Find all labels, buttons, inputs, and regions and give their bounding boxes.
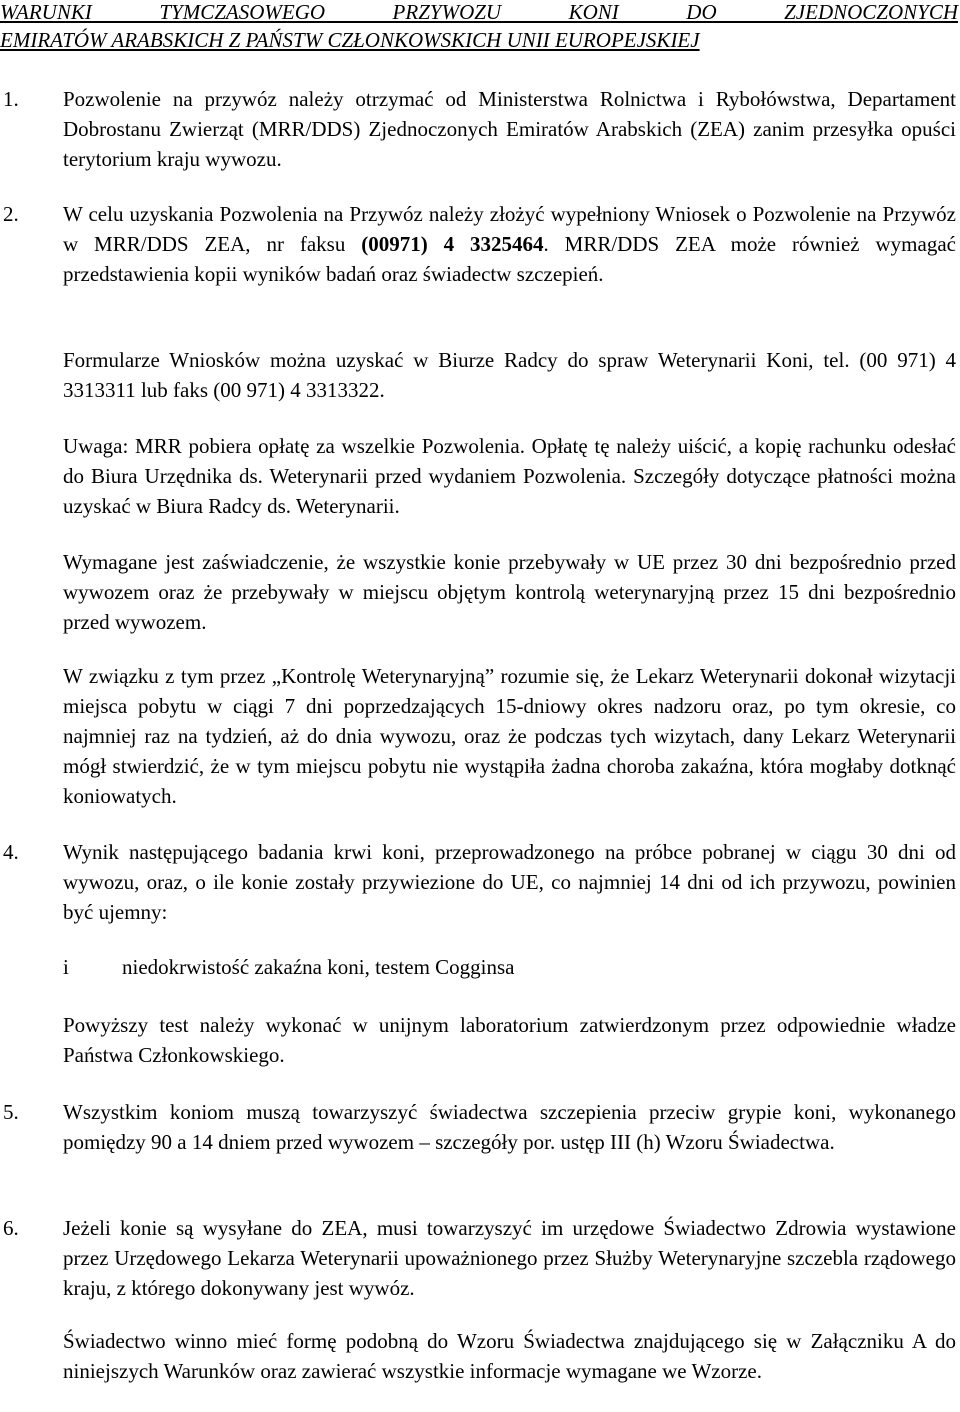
paragraph-3b: W związku z tym przez „Kontrolę Weterynaryjną” rozumie się, że Lekarz Weterynarii dokonał wizytacji miejsca pobytu w ciągi 7 dni poprzedzających 15-dniowy okres nadzoru oraz, po tym okresie, co najmniej raz na tydzień, aż do dnia wywozu, oraz że podczas tych wizytach, dany Lekarz Weterynarii mógł stwierdzić, że w tym miejscu pobytu nie wystąpiła żadna choroba zakaźna, która mogłaby dotknąć koniowatych. xyxy=(63,664,956,808)
paragraph-4: Wynik następującego badania krwi koni, przeprowadzonego na próbce pobranej w ciągu 30 dni od wywozu, oraz, o ile konie zostały przywiezione do UE, co najmniej 14 dni od ich przywozu, powinien być ujemny: xyxy=(63,840,956,924)
paragraph-6: Jeżeli konie są wysyłane do ZEA, musi towarzyszyć im urzędowe Świadectwo Zdrowia wystawione przez Urzędowego Lekarza Weterynarii upoważnionego przez Służby Weterynaryjne szczebla rządowego kraju, z którego dokonywany jest wywóz. xyxy=(63,1216,956,1300)
title-line-2: EMIRATÓW ARABSKICH Z PAŃSTW CZŁONKOWSKICH UNII EUROPEJSKIEJ xyxy=(0,28,700,52)
paragraph-2-note: Uwaga: MRR pobiera opłatę za wszelkie Pozwolenia. Opłatę tę należy uiścić, a kopię rachunku odesłać do Biura Urzędnika ds. Weterynarii przed wydaniem Pozwolenia. Szczegóły dotyczące płatności można uzyskać w Biura Radcy ds. Weterynarii. xyxy=(63,434,956,518)
item-number-5: 5. xyxy=(3,1100,19,1124)
list-item-coggins: niedokrwistość zakaźna koni, testem Cogginsa xyxy=(122,955,515,979)
item-number-1: 1. xyxy=(3,87,19,111)
paragraph-1: Pozwolenie na przywóz należy otrzymać od Ministerstwa Rolnictwa i Rybołówstwa, Departament Dobrostanu Zwierząt (MRR/DDS) Zjednoczonych Emiratów Arabskich (ZEA) zanim przesyłka opuści terytorium kraju wywozu. xyxy=(63,87,956,171)
item-number-4: 4. xyxy=(3,840,19,864)
paragraph-2-part-c: . MRR/DDS ZEA może również wymagać przedstawienia kopii wyników badań oraz świadectw szczepień. xyxy=(63,232,956,286)
list-marker-i: i xyxy=(63,955,69,979)
item-number-2: 2. xyxy=(3,202,19,226)
paragraph-2 xyxy=(63,199,956,289)
fax-number: (00971) 4 3325464 xyxy=(361,232,544,256)
paragraph-2-part-a: W celu uzyskania Pozwolenia na Przywóz należy złożyć wypełniony Wniosek o Pozwolenie na Przywóz w MRR/DDS ZEA, nr faksu xyxy=(63,202,956,256)
paragraph-4-note: Powyższy test należy wykonać w unijnym laboratorium zatwierdzonym przez odpowiednie władze Państwa Członkowskiego. xyxy=(63,1013,956,1067)
paragraph-6-note: Świadectwo winno mieć formę podobną do Wzoru Świadectwa znajdującego się w Załączniku A do niniejszych Warunków oraz zawierać wszystkie informacje wymagane we Wzorze. xyxy=(63,1329,956,1383)
paragraph-3a: Wymagane jest zaświadczenie, że wszystkie konie przebywały w UE przez 30 dni bezpośrednio przed wywozem oraz że przebywały w miejscu objętym kontrolą weterynaryjną przez 15 dni bezpośrednio przed wywozem. xyxy=(63,550,956,634)
paragraph-5: Wszystkim koniom muszą towarzyszyć świadectwa szczepienia przeciw grypie koni, wykonanego pomiędzy 90 a 14 dniem przed wywozem – szczegóły por. ustęp III (h) Wzoru Świadectwa. xyxy=(63,1100,956,1154)
paragraph-2-forms: Formularze Wniosków można uzyskać w Biurze Radcy do spraw Weterynarii Koni, tel. (00 971) 4 3313311 lub faks (00 971) 4 3313322. xyxy=(63,348,956,402)
document-title xyxy=(0,0,958,54)
title-line-1: WARUNKI TYMCZASOWEGO PRZYWOZU KONI DO ZJEDNOCZONYCH xyxy=(0,0,958,24)
item-number-6: 6. xyxy=(3,1216,19,1240)
